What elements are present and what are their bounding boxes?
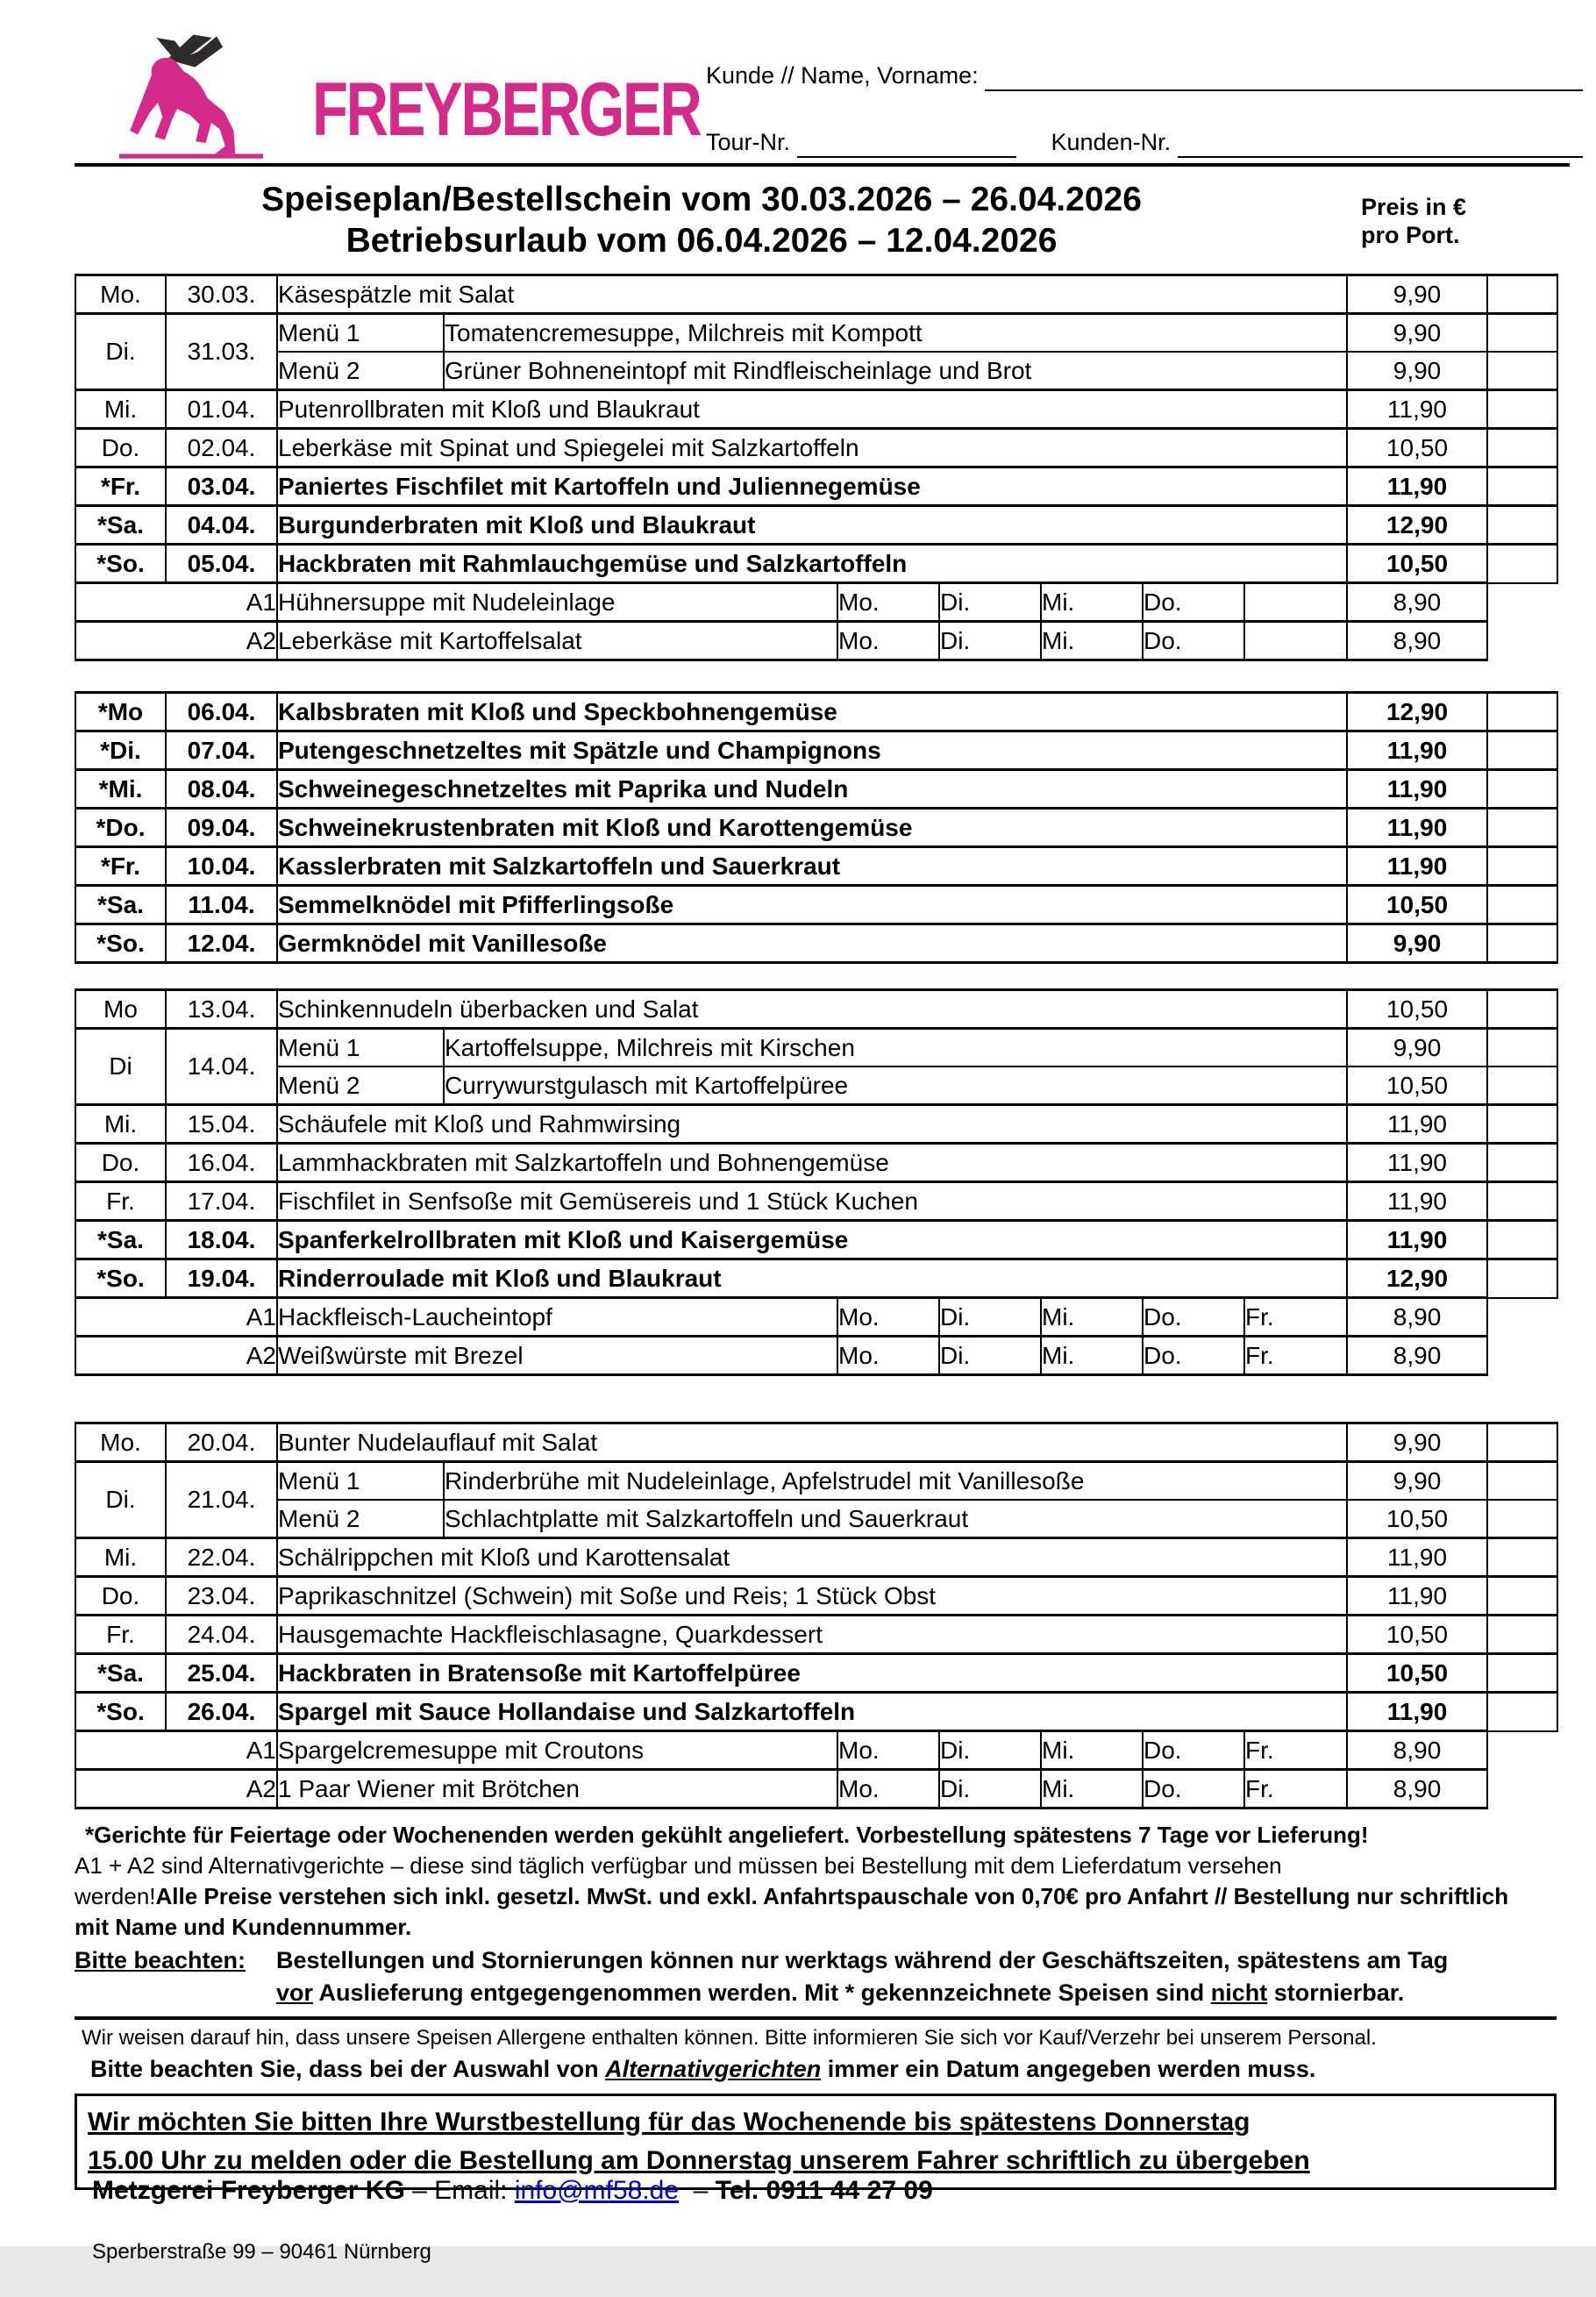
price-value: 12,90 [1347,1259,1487,1298]
customer-name-label: Kunde // Name, Vorname: [706,62,986,89]
order-quantity-cell[interactable] [1487,1538,1557,1577]
menu-label: Menü 1 [277,1029,444,1067]
day-label: Mi. [75,1105,166,1144]
dish-name: Putenrollbraten mit Kloß und Blaukraut [277,390,1347,429]
alt-day-option[interactable]: Mo. [837,583,939,622]
menu-label: Menü 1 [277,1462,444,1501]
alt-dish-label: A1 [75,1298,277,1337]
phantom-cell [1487,1770,1557,1808]
price-value: 8,90 [1347,1298,1487,1337]
day-label: Do. [75,1577,166,1616]
price-value: 9,90 [1347,1029,1487,1067]
date-label: 23.04. [166,1577,277,1616]
date-label: 21.04. [166,1462,277,1538]
order-quantity-cell[interactable] [1487,352,1557,390]
price-value: 10,50 [1347,545,1487,583]
phantom-cell [1487,583,1557,622]
date-label: 09.04. [166,809,277,847]
alt-day-option[interactable]: Mi. [1041,583,1143,622]
price-value: 8,90 [1347,1337,1487,1375]
content-area [75,274,1561,2190]
day-label: *Fr. [75,467,166,506]
contact-line [92,2174,933,2208]
contact-block [92,2143,933,2297]
alt-day-option[interactable]: Mi. [1041,1298,1143,1337]
date-label: 30.03. [166,275,277,314]
attention-underline-nicht: nicht [1210,1980,1268,2006]
menu-label: Menü 2 [277,1500,444,1538]
price-value: 11,90 [1347,1538,1487,1577]
date-label: 03.04. [166,467,277,506]
phantom-cell [1487,1337,1557,1375]
dish-name: Putengeschnetzeltes mit Spätzle und Champignons [277,731,1347,770]
price-value: 11,90 [1347,1577,1487,1616]
alt-day-option[interactable]: Di. [939,622,1041,660]
order-quantity-cell[interactable] [1487,1259,1557,1298]
day-label: *So. [75,545,166,583]
dish-name: Kartoffelsuppe, Milchreis mit Kirschen [444,1029,1347,1067]
alt-day-option[interactable] [1244,622,1347,660]
order-quantity-cell[interactable] [1487,1423,1557,1462]
order-quantity-cell[interactable] [1487,1577,1557,1616]
order-quantity-cell[interactable] [1487,1066,1557,1105]
page-title [75,179,1329,261]
order-quantity-cell[interactable] [1487,506,1557,545]
footnotes [75,1820,1557,2190]
date-label: 08.04. [166,770,277,809]
note-cold-delivery: *Gerichte für Feiertage oder Wochenenden werden gekühlt angeliefert. Vorbestellung spätestens 7 Tage vor Lieferung! [85,1822,1369,1848]
day-label: Fr. [75,1616,166,1654]
dish-name: Kasslerbraten mit Salzkartoffeln und Sauerkraut [277,847,1347,886]
dish-name: Hackfleisch-Laucheintopf [277,1298,837,1337]
dish-name: Leberkäse mit Kartoffelsalat [277,622,837,660]
date-label: 06.04. [166,693,277,731]
price-value: 9,90 [1347,352,1487,390]
alt-day-option[interactable]: Mo. [837,1298,939,1337]
tour-number-line[interactable] [797,156,1016,158]
alt-dish-label: A2 [75,622,277,660]
day-label: *Do. [75,809,166,847]
alt-day-option[interactable]: Do. [1143,1770,1244,1808]
alt-day-option[interactable]: Di. [939,1298,1041,1337]
title-line-2: Betriebsurlaub vom 06.04.2026 – 12.04.2026 [346,222,1058,260]
price-value: 9,90 [1347,1462,1487,1501]
dish-name: Leberkäse mit Spinat und Spiegelei mit Salzkartoffeln [277,429,1347,467]
price-header-line-1: Preis in € [1361,194,1467,220]
alt-day-option[interactable]: Mi. [1041,1770,1143,1808]
date-label: 07.04. [166,731,277,770]
alt-day-option[interactable]: Di. [939,1770,1041,1808]
date-label: 19.04. [166,1259,277,1298]
box-line-2: 15.00 Uhr zu melden oder die Bestellung am Donnerstag unserem Fahrer schriftlich zu übergeben [88,2146,1310,2175]
alt-dish-label: A1 [75,1731,277,1770]
alt-dish-label: A2 [75,1770,277,1808]
order-quantity-cell[interactable] [1487,1221,1557,1259]
date-label: 15.04. [166,1105,277,1144]
day-label: Mi. [75,390,166,429]
dish-name: Hackbraten in Bratensoße mit Kartoffelpüree [277,1654,1347,1693]
price-value: 11,90 [1347,1144,1487,1182]
date-label: 25.04. [166,1654,277,1693]
dish-name: Semmelknödel mit Pfifferlingsoße [277,886,1347,924]
alt-day-option[interactable]: Do. [1143,1337,1244,1375]
date-label: 26.04. [166,1693,277,1731]
alt-day-option[interactable]: Mo. [837,622,939,660]
order-quantity-cell[interactable] [1487,1144,1557,1182]
dish-name: Rinderbrühe mit Nudeleinlage, Apfelstrudel mit Vanillesoße [444,1462,1347,1501]
day-label: *Sa. [75,886,166,924]
alt-day-option[interactable]: Fr. [1244,1770,1347,1808]
attention-note [75,1944,1557,2009]
day-label: Do. [75,1144,166,1182]
alt-day-option[interactable]: Mi. [1041,1731,1143,1770]
price-value: 10,50 [1347,429,1487,467]
date-label: 12.04. [166,924,277,963]
price-value: 10,50 [1347,1066,1487,1105]
alt-day-option[interactable]: Mi. [1041,622,1143,660]
price-value: 11,90 [1347,731,1487,770]
menu-table-week-4 [75,1422,1558,1809]
dish-name: Lammhackbraten mit Salzkartoffeln und Bohnengemüse [277,1144,1347,1182]
price-value: 9,90 [1347,1423,1487,1462]
box-line-1: Wir möchten Sie bitten Ihre Wurstbestellung für das Wochenende bis spätestens Donnerstag [88,2108,1250,2136]
contact-separator: – [679,2176,716,2205]
date-label: 13.04. [166,990,277,1029]
allergen-note: Wir weisen darauf hin, dass unsere Speisen Allergene enthalten können. Bitte informieren Sie sich vor Kauf/Verzehr bei unserem Personal. [82,2026,1377,2050]
alt-day-option[interactable]: Do. [1143,1298,1244,1337]
attention-text-mid: Auslieferung entgegengenommen werden. Mit * gekennzeichnete Speisen sind [313,1980,1211,2006]
price-value: 12,90 [1347,693,1487,731]
alt-day-option[interactable] [1244,583,1347,622]
day-label: *Mi. [75,770,166,809]
alt-day-option[interactable]: Di. [939,1337,1041,1375]
order-quantity-cell[interactable] [1487,770,1557,809]
dish-name: Germknödel mit Vanillesoße [277,924,1347,963]
order-quantity-cell[interactable] [1487,275,1557,314]
dish-name: Hausgemachte Hackfleischlasagne, Quarkdessert [277,1616,1347,1654]
note-name-number: mit Name und Kundennummer. [75,1914,412,1940]
day-label: *So. [75,1259,166,1298]
dish-name: Schäufele mit Kloß und Rahmwirsing [277,1105,1347,1144]
date-label: 04.04. [166,506,277,545]
order-quantity-cell[interactable] [1487,731,1557,770]
price-value: 11,90 [1347,809,1487,847]
day-label: Mi. [75,1538,166,1577]
order-quantity-cell[interactable] [1487,1462,1557,1501]
dish-name: Schweinegeschnetzeltes mit Paprika und Nudeln [277,770,1347,809]
alt-note-pre: Bitte beachten Sie, dass bei der Auswahl von [90,2056,606,2082]
alt-day-option[interactable]: Mo. [837,1337,939,1375]
date-label: 18.04. [166,1221,277,1259]
phantom-cell [1487,622,1557,660]
alt-day-option[interactable]: Do. [1143,622,1244,660]
dish-name: Burgunderbraten mit Kloß und Blaukraut [277,506,1347,545]
order-quantity-cell[interactable] [1487,1182,1557,1221]
price-value: 11,90 [1347,1105,1487,1144]
price-value: 8,90 [1347,622,1487,660]
order-quantity-cell[interactable] [1487,847,1557,886]
title-line-1: Speiseplan/Bestellschein vom 30.03.2026 – 26.04.2026 [261,181,1142,218]
customer-name-line[interactable] [985,89,1583,91]
phone-number: Tel. 0911 44 27 09 [715,2176,933,2205]
dish-name: Grüner Bohneneintopf mit Rindfleischeinlage und Brot [444,352,1347,390]
order-quantity-cell[interactable] [1487,886,1557,924]
dish-name: Hackbraten mit Rahmlauchgemüse und Salzkartoffeln [277,545,1347,583]
day-label: *Sa. [75,1654,166,1693]
price-value: 8,90 [1347,583,1487,622]
order-quantity-cell[interactable] [1487,1029,1557,1067]
weeks-container [75,274,1561,1809]
order-quantity-cell[interactable] [1487,1105,1557,1144]
alt-note-word: Alternativgerichten [605,2056,822,2082]
date-label: 16.04. [166,1144,277,1182]
dish-name: Schlachtplatte mit Salzkartoffeln und Sauerkraut [444,1500,1347,1538]
price-value: 11,90 [1347,1693,1487,1731]
price-value: 11,90 [1347,770,1487,809]
menu-table-week-1 [75,274,1558,661]
alt-day-option[interactable]: Do. [1143,583,1244,622]
day-label: Do. [75,429,166,467]
menu-table-week-3 [75,988,1558,1376]
alt-day-option[interactable]: Mi. [1041,1337,1143,1375]
price-value: 9,90 [1347,275,1487,314]
attention-text-line1: Bestellungen und Stornierungen können nur werktags während der Geschäftszeiten, spätestens am Tag [276,1947,1449,1973]
order-quantity-cell[interactable] [1487,1654,1557,1693]
customer-number-label: Kunden-Nr. [1051,129,1178,155]
date-label: 01.04. [166,390,277,429]
dish-name: Spargelcremesuppe mit Croutons [277,1731,837,1770]
day-label: Mo. [75,1423,166,1462]
order-quantity-cell[interactable] [1487,467,1557,506]
dish-name: Schinkennudeln überbacken und Salat [277,990,1347,1029]
price-value: 8,90 [1347,1731,1487,1770]
dish-name: Fischfilet in Senfsoße mit Gemüsereis und 1 Stück Kuchen [277,1182,1347,1221]
alt-dish-label: A2 [75,1337,277,1375]
price-value: 11,90 [1347,390,1487,429]
day-label: *So. [75,1693,166,1731]
price-value: 11,90 [1347,1221,1487,1259]
alt-day-option[interactable]: Mo. [837,1770,939,1808]
menu-label: Menü 2 [277,1066,444,1105]
company-name: Metzgerei Freyberger KG [92,2176,405,2205]
phantom-cell [1487,1298,1557,1337]
alt-day-option[interactable]: Mo. [837,1731,939,1770]
price-value: 12,90 [1347,506,1487,545]
attention-label: Bitte beachten: [75,1947,246,1973]
date-label: 17.04. [166,1182,277,1221]
note-alternatives-1: A1 + A2 sind Alternativgerichte – diese sind täglich verfügbar und müssen bei Bestellung mit dem Lieferdatum versehen [75,1852,1282,1879]
date-label: 20.04. [166,1423,277,1462]
phantom-cell [1487,1731,1557,1770]
dish-name: Käsespätzle mit Salat [277,275,1347,314]
price-value: 11,90 [1347,1182,1487,1221]
attention-underline-vor: vor [276,1980,314,2006]
date-label: 31.03. [166,314,277,390]
dish-name: Weißwürste mit Brezel [277,1337,837,1375]
dish-name: Kalbsbraten mit Kloß und Speckbohnengemüse [277,693,1347,731]
price-value: 10,50 [1347,886,1487,924]
day-label: *Fr. [75,847,166,886]
date-label: 24.04. [166,1616,277,1654]
price-header-line-2: pro Port. [1361,222,1460,248]
price-column-header [1361,193,1466,249]
price-value: 10,50 [1347,1500,1487,1538]
alt-day-option[interactable]: Fr. [1244,1298,1347,1337]
dish-name: Spanferkelrollbraten mit Kloß und Kaisergemüse [277,1221,1347,1259]
price-value: 11,90 [1347,847,1487,886]
header-rule [75,163,1570,167]
brand-logo [88,32,809,163]
menu-label: Menü 2 [277,352,444,390]
day-label: Di. [75,314,166,390]
date-label: 05.04. [166,545,277,583]
price-value: 8,90 [1347,1770,1487,1808]
price-value: 10,50 [1347,1616,1487,1654]
email-link[interactable]: info@mf58.de [514,2176,680,2205]
price-value: 9,90 [1347,314,1487,353]
day-label: Fr. [75,1182,166,1221]
note-alternatives-2 [75,1881,1557,1912]
date-label: 14.04. [166,1029,277,1105]
dish-name: Paniertes Fischfilet mit Kartoffeln und Juliennegemüse [277,467,1347,506]
alt-day-option[interactable]: Di. [939,1731,1041,1770]
day-label: *Sa. [75,506,166,545]
dish-name: 1 Paar Wiener mit Brötchen [277,1770,837,1808]
price-value: 11,90 [1347,467,1487,506]
day-label: *Di. [75,731,166,770]
menu-table-week-2 [75,691,1558,964]
date-label: 10.04. [166,847,277,886]
order-quantity-cell[interactable] [1487,429,1557,467]
dish-name: Spargel mit Sauce Hollandaise und Salzkartoffeln [277,1693,1347,1731]
dish-name: Schweinekrustenbraten mit Kloß und Karottengemüse [277,809,1347,847]
header-fields [706,54,1583,158]
order-quantity-cell[interactable] [1487,924,1557,963]
date-label: 02.04. [166,429,277,467]
order-quantity-cell[interactable] [1487,545,1557,583]
day-label: Mo [75,990,166,1029]
date-label: 11.04. [166,886,277,924]
order-quantity-cell[interactable] [1487,314,1557,353]
menu-label: Menü 1 [277,314,444,353]
alt-dish-label: A1 [75,583,277,622]
order-quantity-cell[interactable] [1487,693,1557,731]
dish-name: Rinderroulade mit Kloß und Blaukraut [277,1259,1347,1298]
dish-name: Currywurstgulasch mit Kartoffelpüree [444,1066,1347,1105]
email-label: – Email: [404,2176,515,2205]
day-label: *So. [75,924,166,963]
order-quantity-cell[interactable] [1487,990,1557,1029]
dish-name: Schälrippchen mit Kloß und Karottensalat [277,1538,1347,1577]
alt-day-option[interactable]: Do. [1143,1731,1244,1770]
alt-day-option[interactable]: Di. [939,583,1041,622]
brand-name: FREYBERGER [312,68,701,152]
customer-number-line[interactable] [1178,156,1583,158]
order-quantity-cell[interactable] [1487,1693,1557,1731]
price-value: 10,50 [1347,990,1487,1029]
alt-day-option[interactable]: Fr. [1244,1731,1347,1770]
order-quantity-cell[interactable] [1487,809,1557,847]
alt-note-post: immer ein Datum angegeben werden muss. [821,2056,1316,2082]
day-label: Di. [75,1462,166,1538]
day-label: *Mo [75,693,166,731]
address-line: Sperberstraße 99 – 90461 Nürnberg [92,2240,431,2264]
tour-number-label: Tour-Nr. [706,129,797,155]
price-value: 9,90 [1347,924,1487,963]
goat-logo-icon [88,32,307,163]
day-label: Mo. [75,275,166,314]
day-label: *Sa. [75,1221,166,1259]
attention-text [276,1944,1448,2009]
price-value: 10,50 [1347,1654,1487,1693]
alternative-date-note [75,2051,1557,2087]
dish-name: Tomatencremesuppe, Milchreis mit Kompott [444,314,1347,353]
dish-name: Hühnersuppe mit Nudeleinlage [277,583,837,622]
day-label: Di [75,1029,166,1105]
order-quantity-cell[interactable] [1487,1500,1557,1538]
alt-day-option[interactable]: Fr. [1244,1337,1347,1375]
dish-name: Paprikaschnitzel (Schwein) mit Soße und Reis; 1 Stück Obst [277,1577,1347,1616]
attention-text-end: stornierbar. [1267,1980,1405,2006]
date-label: 22.04. [166,1538,277,1577]
order-quantity-cell[interactable] [1487,390,1557,429]
dish-name: Bunter Nudelauflauf mit Salat [277,1423,1347,1462]
order-quantity-cell[interactable] [1487,1616,1557,1654]
note-werden: werden! [75,1883,156,1909]
note-prices: Alle Preise verstehen sich inkl. gesetzl. MwSt. und exkl. Anfahrtspauschale von 0,70€ pro Anfahrt // Bestellung nur schriftlich [155,1883,1509,1909]
divider-rule [75,2016,1557,2020]
